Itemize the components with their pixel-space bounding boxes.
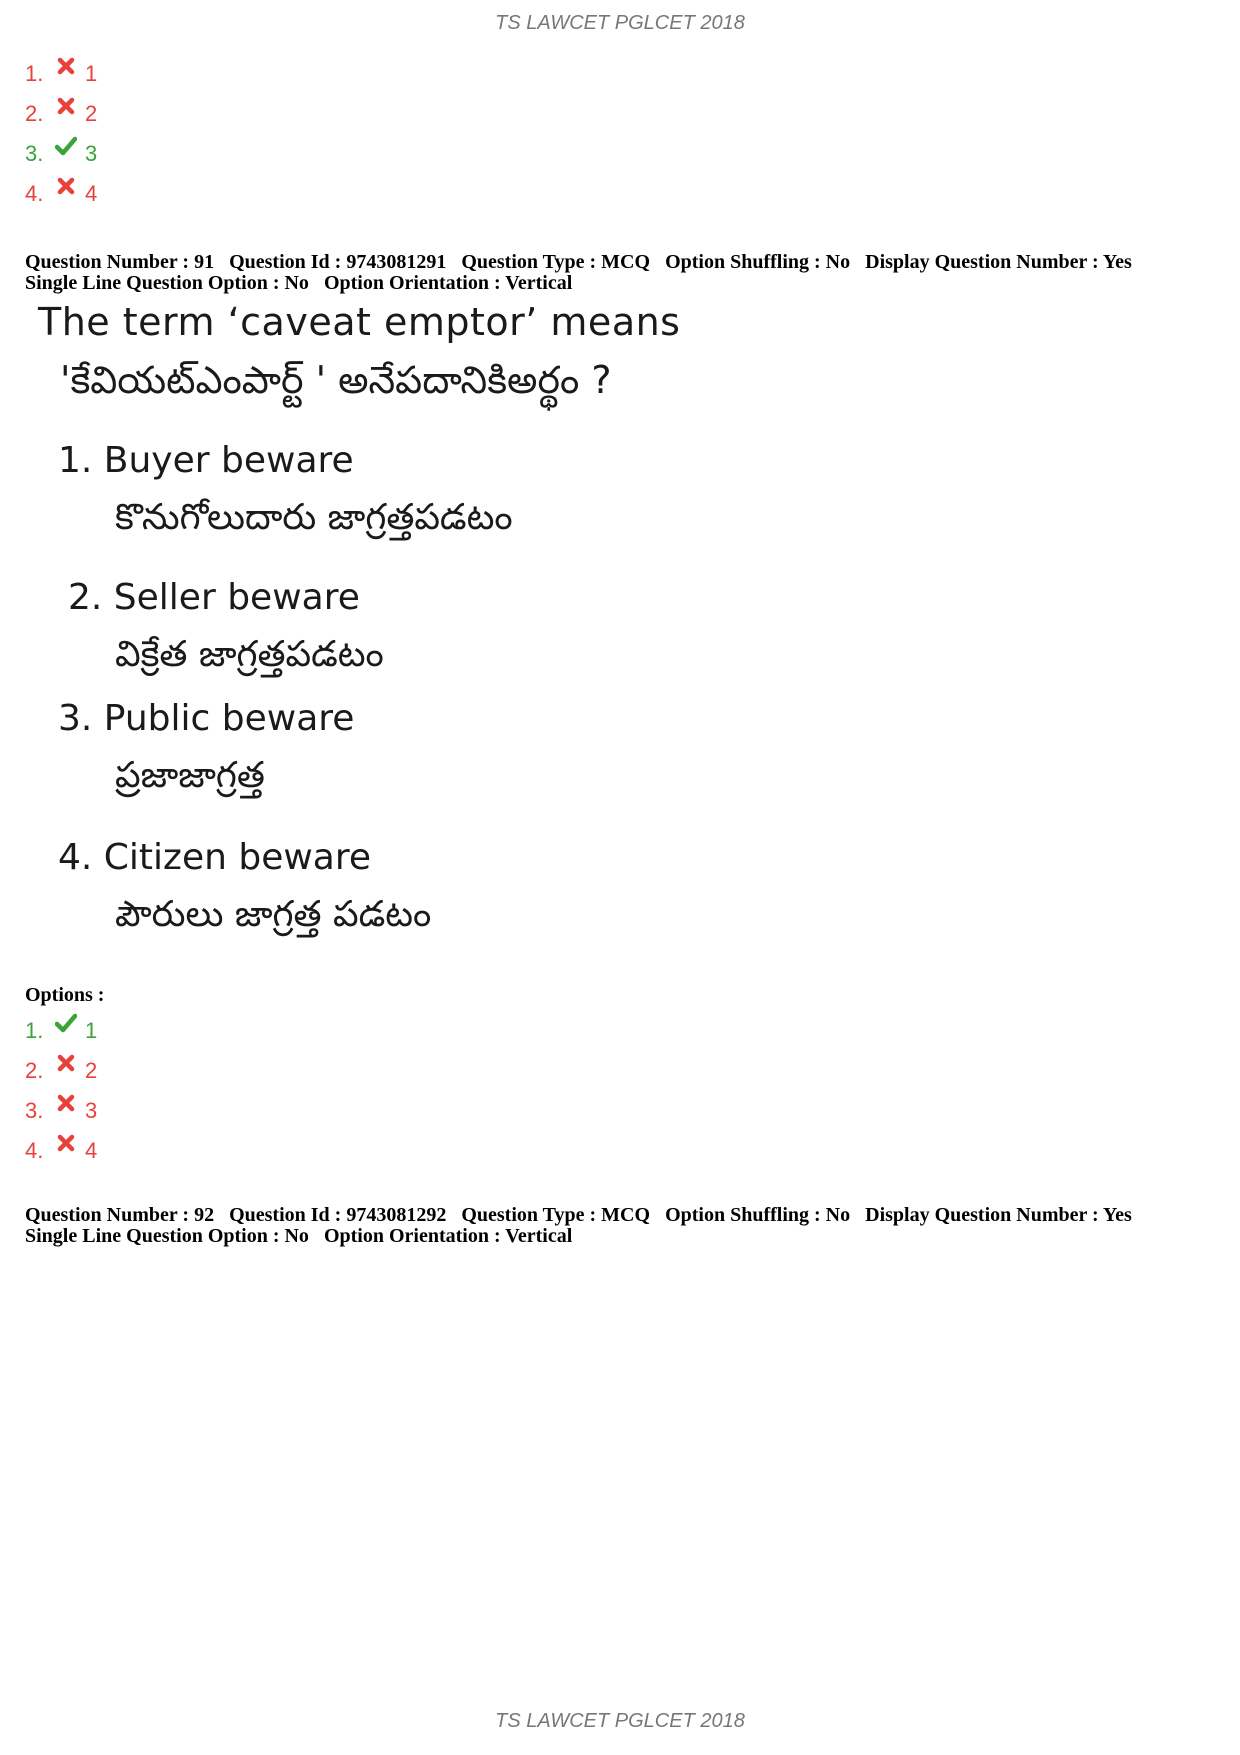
choice-en: 2. Seller beware	[68, 577, 360, 618]
choice-en: 4. Citizen beware	[58, 837, 372, 878]
choice-te: ప్రజాజాగ్రత్త	[115, 755, 265, 796]
option-row	[25, 1051, 97, 1091]
option-row	[25, 174, 97, 214]
option-orientation: Option Orientation : Vertical	[323, 272, 573, 294]
check-icon	[55, 1012, 77, 1034]
option-value: 1	[85, 1018, 98, 1043]
option-number: 2.	[25, 1058, 44, 1083]
display-question-number: Display Question Number : Yes	[865, 1204, 1132, 1226]
option-row	[25, 1131, 97, 1171]
choice-te: పౌరులు జాగ్రత్త పడటం	[115, 894, 432, 935]
question-type: Question Type : MCQ	[461, 251, 651, 273]
option-orientation: Option Orientation : Vertical	[323, 1225, 573, 1247]
choice-en: 1. Buyer beware	[58, 440, 354, 481]
option-number: 4.	[25, 181, 44, 206]
option-number: 3.	[25, 1098, 44, 1123]
option-row	[25, 94, 97, 134]
question-number: Question Number : 91	[25, 251, 215, 273]
option-value: 4	[85, 181, 98, 206]
meta-line	[25, 273, 1215, 294]
options-label: Options :	[25, 984, 105, 1006]
question-title-te: 'కేవియట్ఎంపార్ట్ ' అనేపదానికిఅర్థం ?	[60, 358, 612, 402]
option-value: 1	[85, 61, 98, 86]
option-value: 4	[85, 1138, 98, 1163]
question-image	[30, 300, 710, 960]
meta-line	[25, 252, 1215, 273]
meta-line	[25, 1226, 1215, 1247]
cross-icon	[55, 1092, 77, 1114]
question-type: Question Type : MCQ	[461, 1204, 651, 1226]
option-shuffling: Option Shuffling : No	[665, 1204, 851, 1226]
option-number: 1.	[25, 1018, 44, 1043]
question-id: Question Id : 9743081291	[229, 251, 447, 273]
question-91-meta	[25, 252, 1215, 294]
cross-icon	[55, 1052, 77, 1074]
option-number: 4.	[25, 1138, 44, 1163]
option-number: 3.	[25, 141, 44, 166]
option-value: 3	[85, 1098, 98, 1123]
option-value: 2	[85, 101, 98, 126]
check-icon	[55, 135, 77, 157]
page-header: TS LAWCET PGLCET 2018	[495, 12, 745, 34]
option-number: 1.	[25, 61, 44, 86]
meta-line	[25, 1205, 1215, 1226]
page-footer: TS LAWCET PGLCET 2018	[495, 1710, 745, 1732]
question-title-en: The term ‘caveat emptor’ means	[38, 300, 681, 344]
question-id: Question Id : 9743081292	[229, 1204, 447, 1226]
cross-icon	[55, 95, 77, 117]
cross-icon	[55, 1132, 77, 1154]
cross-icon	[55, 55, 77, 77]
option-row	[25, 134, 97, 174]
option-shuffling: Option Shuffling : No	[665, 251, 851, 273]
option-row	[25, 1091, 97, 1131]
option-row	[25, 1011, 97, 1051]
question-91-options	[25, 1011, 97, 1171]
question-number: Question Number : 92	[25, 1204, 215, 1226]
choice-en: 3. Public beware	[58, 698, 355, 739]
option-value: 2	[85, 1058, 98, 1083]
single-line-option: Single Line Question Option : No	[25, 272, 309, 294]
option-value: 3	[85, 141, 98, 166]
question-92-meta	[25, 1205, 1215, 1247]
option-number: 2.	[25, 101, 44, 126]
cross-icon	[55, 175, 77, 197]
single-line-option: Single Line Question Option : No	[25, 1225, 309, 1247]
choice-te: కొనుగోలుదారు జాగ్రత్తపడటం	[115, 497, 513, 538]
choice-te: విక్రేత జాగ్రత్తపడటం	[115, 634, 384, 675]
prev-question-options	[25, 54, 97, 214]
option-row	[25, 54, 97, 94]
display-question-number: Display Question Number : Yes	[865, 251, 1132, 273]
